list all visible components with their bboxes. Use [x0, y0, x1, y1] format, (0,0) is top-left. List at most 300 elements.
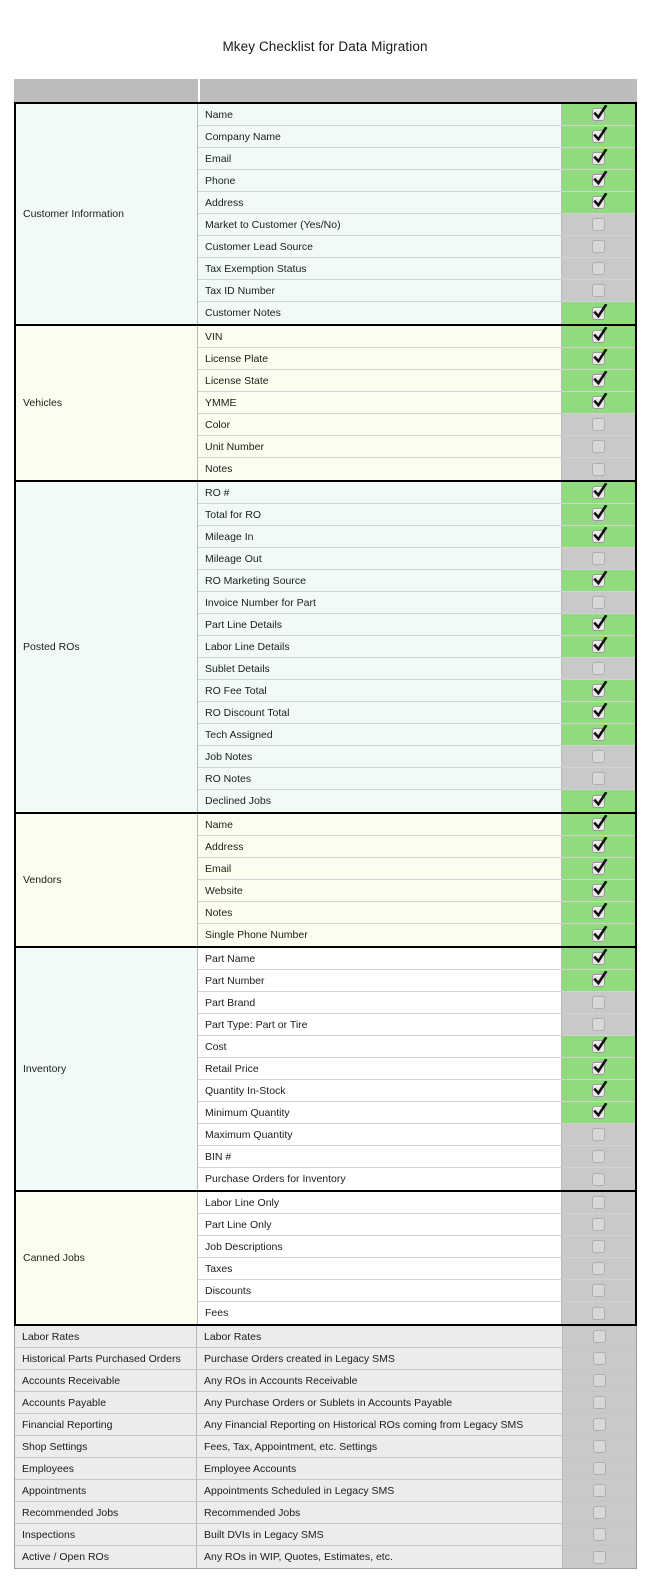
table-row: [198, 724, 635, 746]
item-checkbox-cell[interactable]: [561, 1058, 635, 1079]
row-category: Recommended Jobs: [15, 1502, 197, 1523]
item-checkbox-cell[interactable]: [561, 526, 635, 547]
checkbox-unchecked-icon[interactable]: [592, 552, 605, 565]
item-label: RO Discount Total: [198, 702, 561, 723]
item-checkbox-cell[interactable]: [561, 970, 635, 991]
table-row: [198, 1236, 635, 1258]
table-row: [198, 790, 635, 812]
table-row: [198, 592, 635, 614]
table-row: [198, 126, 635, 148]
row-category: Accounts Receivable: [15, 1370, 197, 1391]
checkbox-checked-icon[interactable]: [592, 1106, 605, 1119]
checkbox-unchecked-icon[interactable]: [592, 1150, 605, 1163]
checkbox-unchecked-icon[interactable]: [592, 596, 605, 609]
table-row: [198, 858, 635, 880]
table-row: [198, 392, 635, 414]
item-checkbox-cell[interactable]: [562, 1392, 636, 1413]
checkbox-checked-icon[interactable]: [592, 618, 605, 631]
table-row: [198, 924, 635, 946]
row-description: Purchase Orders created in Legacy SMS: [204, 1352, 395, 1365]
checklist-group: [16, 948, 635, 1192]
table-row: [198, 1258, 635, 1280]
checkbox-checked-icon[interactable]: [592, 486, 605, 499]
table-row: [198, 1036, 635, 1058]
checkbox-unchecked-icon[interactable]: [593, 1330, 606, 1343]
checkbox-unchecked-icon[interactable]: [592, 1173, 605, 1186]
table-row: [198, 880, 635, 902]
checkbox-unchecked-icon[interactable]: [592, 218, 605, 231]
item-checkbox-cell[interactable]: [561, 768, 635, 789]
item-label: Job Notes: [198, 746, 561, 767]
checkbox-unchecked-icon[interactable]: [592, 284, 605, 297]
item-label: Phone: [198, 170, 561, 191]
table-row: [198, 1124, 635, 1146]
item-checkbox-cell[interactable]: [561, 104, 635, 125]
table-row: [198, 148, 635, 170]
row-description: Labor Rates: [204, 1330, 262, 1343]
table-row: [198, 570, 635, 592]
item-checkbox-cell[interactable]: [561, 436, 635, 457]
checkbox-checked-icon[interactable]: [592, 508, 605, 521]
item-checkbox-cell[interactable]: [562, 1524, 636, 1545]
table-row: [15, 1458, 636, 1480]
checkbox-unchecked-icon[interactable]: [592, 662, 605, 675]
header-cell-check: [560, 79, 637, 102]
item-checkbox-cell[interactable]: [561, 302, 635, 324]
table-row: [198, 548, 635, 570]
checklist-group: [16, 482, 635, 814]
row-category: Accounts Payable: [15, 1392, 197, 1413]
item-checkbox-cell[interactable]: [561, 392, 635, 413]
item-label: Sublet Details: [198, 658, 561, 679]
item-checkbox-cell[interactable]: [561, 236, 635, 257]
item-checkbox-cell[interactable]: [561, 858, 635, 879]
item-label: Purchase Orders for Inventory: [198, 1168, 561, 1190]
table-row: [198, 302, 635, 324]
item-checkbox-cell[interactable]: [561, 902, 635, 923]
item-checkbox-cell[interactable]: [561, 746, 635, 767]
checkbox-checked-icon[interactable]: [592, 130, 605, 143]
item-checkbox-cell[interactable]: [562, 1414, 636, 1435]
checkbox-checked-icon[interactable]: [592, 174, 605, 187]
item-label: Fees: [198, 1302, 561, 1324]
item-label: YMME: [198, 392, 561, 413]
item-checkbox-cell[interactable]: [561, 1192, 635, 1213]
table-row: [198, 236, 635, 258]
group-label: Inventory: [16, 948, 198, 1190]
item-label: Maximum Quantity: [198, 1124, 561, 1145]
table-row: [15, 1546, 636, 1568]
item-checkbox-cell[interactable]: [561, 924, 635, 946]
item-label: Notes: [198, 458, 561, 480]
table-row: [198, 348, 635, 370]
table-row: [198, 1102, 635, 1124]
checkbox-checked-icon[interactable]: [592, 374, 605, 387]
item-label: Customer Lead Source: [198, 236, 561, 257]
item-label: Invoice Number for Part: [198, 592, 561, 613]
group-label: Customer Information: [16, 104, 198, 324]
group-label: Vendors: [16, 814, 198, 946]
item-label: Cost: [198, 1036, 561, 1057]
checkbox-unchecked-icon[interactable]: [592, 1018, 605, 1031]
item-checkbox-cell[interactable]: [561, 348, 635, 369]
checkbox-checked-icon[interactable]: [592, 530, 605, 543]
checkbox-unchecked-icon[interactable]: [592, 1218, 605, 1231]
table-row: [15, 1436, 636, 1458]
item-checkbox-cell[interactable]: [561, 414, 635, 435]
table-row: [198, 746, 635, 768]
item-checkbox-cell[interactable]: [561, 1102, 635, 1123]
table-row: [198, 504, 635, 526]
checkbox-unchecked-icon[interactable]: [592, 1128, 605, 1141]
checkbox-checked-icon[interactable]: [592, 884, 605, 897]
checkbox-checked-icon[interactable]: [592, 952, 605, 965]
table-row: [198, 658, 635, 680]
checkbox-unchecked-icon[interactable]: [592, 418, 605, 431]
group-label: Canned Jobs: [16, 1192, 198, 1324]
item-checkbox-cell[interactable]: [562, 1436, 636, 1457]
item-label: Address: [198, 836, 561, 857]
checkbox-checked-icon[interactable]: [592, 1040, 605, 1053]
item-label: License State: [198, 370, 561, 391]
item-checkbox-cell[interactable]: [562, 1348, 636, 1369]
item-label: Quantity In-Stock: [198, 1080, 561, 1101]
item-label: Part Line Only: [198, 1214, 561, 1235]
checkbox-unchecked-icon[interactable]: [593, 1440, 606, 1453]
item-label: Part Number: [198, 970, 561, 991]
item-checkbox-cell[interactable]: [561, 724, 635, 745]
item-checkbox-cell[interactable]: [561, 482, 635, 503]
row-category: Financial Reporting: [15, 1414, 197, 1435]
table-row: [198, 170, 635, 192]
group-rows: [198, 326, 635, 480]
table-row: [198, 326, 635, 348]
item-label: Email: [198, 858, 561, 879]
table-row: [198, 970, 635, 992]
checkbox-checked-icon[interactable]: [592, 1062, 605, 1075]
checkbox-unchecked-icon[interactable]: [593, 1528, 606, 1541]
checkbox-checked-icon[interactable]: [592, 862, 605, 875]
item-label: Single Phone Number: [198, 924, 561, 946]
item-checkbox-cell[interactable]: [561, 836, 635, 857]
grouped-checklist-table: [14, 102, 637, 1326]
checkbox-checked-icon[interactable]: [592, 906, 605, 919]
checkbox-checked-icon[interactable]: [592, 196, 605, 209]
table-row: [198, 636, 635, 658]
item-label: Name: [198, 814, 561, 835]
item-checkbox-cell[interactable]: [561, 458, 635, 480]
table-row: [198, 836, 635, 858]
item-label: Total for RO: [198, 504, 561, 525]
item-checkbox-cell[interactable]: [561, 880, 635, 901]
item-checkbox-cell[interactable]: [561, 548, 635, 569]
item-label: Declined Jobs: [198, 790, 561, 812]
item-label: Part Name: [198, 948, 561, 969]
item-label: Labor Line Details: [198, 636, 561, 657]
table-row: [198, 414, 635, 436]
item-label: VIN: [198, 326, 561, 347]
table-row: [198, 1214, 635, 1236]
table-row: [198, 1168, 635, 1190]
table-row: [15, 1326, 636, 1348]
item-checkbox-cell[interactable]: [562, 1480, 636, 1501]
table-row: [198, 992, 635, 1014]
checkbox-checked-icon[interactable]: [592, 108, 605, 121]
item-label: BIN #: [198, 1146, 561, 1167]
checkbox-checked-icon[interactable]: [592, 929, 605, 942]
table-row: [198, 104, 635, 126]
item-checkbox-cell[interactable]: [561, 1014, 635, 1035]
row-category: Shop Settings: [15, 1436, 197, 1457]
table-row: [198, 1302, 635, 1324]
item-checkbox-cell[interactable]: [561, 192, 635, 213]
checkbox-checked-icon[interactable]: [592, 574, 605, 587]
checkbox-unchecked-icon[interactable]: [593, 1484, 606, 1497]
table-row: [198, 258, 635, 280]
checklist-group: [16, 814, 635, 948]
table-row: [198, 214, 635, 236]
checkbox-checked-icon[interactable]: [592, 330, 605, 343]
table-header-band: [14, 79, 637, 102]
row-description: Employee Accounts: [204, 1462, 297, 1475]
item-label: License Plate: [198, 348, 561, 369]
row-description: Appointments Scheduled in Legacy SMS: [204, 1484, 395, 1497]
checkbox-checked-icon[interactable]: [592, 840, 605, 853]
item-checkbox-cell[interactable]: [561, 1080, 635, 1101]
row-category: Appointments: [15, 1480, 197, 1501]
checkbox-unchecked-icon[interactable]: [592, 996, 605, 1009]
checkbox-unchecked-icon[interactable]: [593, 1352, 606, 1365]
item-checkbox-cell[interactable]: [562, 1546, 636, 1568]
table-row: [198, 680, 635, 702]
checkbox-unchecked-icon[interactable]: [592, 463, 605, 476]
item-label: Tech Assigned: [198, 724, 561, 745]
item-label: Address: [198, 192, 561, 213]
checkbox-unchecked-icon[interactable]: [592, 772, 605, 785]
table-row: [198, 614, 635, 636]
table-row: [198, 902, 635, 924]
item-label: RO #: [198, 482, 561, 503]
item-label: Customer Notes: [198, 302, 561, 324]
row-description: Fees, Tax, Appointment, etc. Settings: [204, 1440, 378, 1453]
checkbox-checked-icon[interactable]: [592, 818, 605, 831]
checkbox-checked-icon[interactable]: [592, 640, 605, 653]
table-row: [198, 768, 635, 790]
group-rows: [198, 1192, 635, 1324]
table-row: [198, 1280, 635, 1302]
item-checkbox-cell[interactable]: [561, 1280, 635, 1301]
table-row: [198, 370, 635, 392]
table-row: [198, 1146, 635, 1168]
table-row: [198, 280, 635, 302]
item-label: Retail Price: [198, 1058, 561, 1079]
checkbox-unchecked-icon[interactable]: [592, 1284, 605, 1297]
row-description: Recommended Jobs: [204, 1506, 301, 1519]
checkbox-checked-icon[interactable]: [592, 307, 605, 320]
checkbox-unchecked-icon[interactable]: [593, 1462, 606, 1475]
item-checkbox-cell[interactable]: [561, 680, 635, 701]
row-description: Built DVIs in Legacy SMS: [204, 1528, 324, 1541]
table-row: [15, 1524, 636, 1546]
checkbox-checked-icon[interactable]: [592, 706, 605, 719]
item-checkbox-cell[interactable]: [561, 326, 635, 347]
table-row: [198, 1014, 635, 1036]
checkbox-unchecked-icon[interactable]: [593, 1374, 606, 1387]
row-description: Any ROs in Accounts Receivable: [204, 1374, 358, 1387]
item-label: Part Brand: [198, 992, 561, 1013]
checkbox-checked-icon[interactable]: [592, 974, 605, 987]
item-checkbox-cell[interactable]: [561, 1036, 635, 1057]
item-checkbox-cell[interactable]: [562, 1458, 636, 1479]
table-row: [198, 702, 635, 724]
item-label: Website: [198, 880, 561, 901]
table-row: [15, 1480, 636, 1502]
item-label: Market to Customer (Yes/No): [198, 214, 561, 235]
table-row: [198, 526, 635, 548]
checkbox-unchecked-icon[interactable]: [592, 1307, 605, 1320]
table-row: [15, 1370, 636, 1392]
item-checkbox-cell[interactable]: [561, 258, 635, 279]
checkbox-unchecked-icon[interactable]: [593, 1551, 606, 1564]
checkbox-unchecked-icon[interactable]: [592, 240, 605, 253]
item-label: Job Descriptions: [198, 1236, 561, 1257]
checkbox-unchecked-icon[interactable]: [593, 1418, 606, 1431]
group-rows: [198, 814, 635, 946]
bottom-spacer: [0, 1569, 650, 1591]
checkbox-unchecked-icon[interactable]: [592, 262, 605, 275]
item-checkbox-cell[interactable]: [561, 814, 635, 835]
item-checkbox-cell[interactable]: [561, 214, 635, 235]
item-checkbox-cell[interactable]: [561, 1258, 635, 1279]
checklist-group: [16, 104, 635, 326]
item-checkbox-cell[interactable]: [561, 280, 635, 301]
checkbox-unchecked-icon[interactable]: [593, 1396, 606, 1409]
item-label: Part Type: Part or Tire: [198, 1014, 561, 1035]
item-label: RO Marketing Source: [198, 570, 561, 591]
row-description: Any Financial Reporting on Historical ROs coming from Legacy SMS: [204, 1418, 524, 1431]
page-title: Mkey Checklist for Data Migration: [222, 39, 428, 54]
item-label: Tax ID Number: [198, 280, 561, 301]
item-label: RO Notes: [198, 768, 561, 789]
item-label: Mileage In: [198, 526, 561, 547]
table-row: [15, 1414, 636, 1436]
item-label: Unit Number: [198, 436, 561, 457]
checkbox-checked-icon[interactable]: [592, 1084, 605, 1097]
checkbox-unchecked-icon[interactable]: [592, 1240, 605, 1253]
item-label: Email: [198, 148, 561, 169]
item-checkbox-cell[interactable]: [561, 948, 635, 969]
row-description: Any ROs in WIP, Quotes, Estimates, etc.: [204, 1551, 393, 1563]
table-row: [198, 436, 635, 458]
item-checkbox-cell[interactable]: [561, 992, 635, 1013]
item-checkbox-cell[interactable]: [561, 636, 635, 657]
item-checkbox-cell[interactable]: [561, 504, 635, 525]
table-row: [198, 814, 635, 836]
row-category: Labor Rates: [15, 1326, 197, 1347]
item-label: RO Fee Total: [198, 680, 561, 701]
checkbox-checked-icon[interactable]: [592, 684, 605, 697]
checkbox-checked-icon[interactable]: [592, 728, 605, 741]
table-row: [198, 458, 635, 480]
item-checkbox-cell[interactable]: [562, 1326, 636, 1347]
item-label: Taxes: [198, 1258, 561, 1279]
row-category: Employees: [15, 1458, 197, 1479]
checklist-group: [16, 1192, 635, 1326]
item-checkbox-cell[interactable]: [561, 702, 635, 723]
checkbox-unchecked-icon[interactable]: [593, 1506, 606, 1519]
item-label: Color: [198, 414, 561, 435]
checkbox-unchecked-icon[interactable]: [592, 1196, 605, 1209]
item-checkbox-cell[interactable]: [561, 658, 635, 679]
item-checkbox-cell[interactable]: [561, 1124, 635, 1145]
checkbox-checked-icon[interactable]: [592, 352, 605, 365]
group-rows: [198, 482, 635, 812]
row-category: Historical Parts Purchased Orders: [15, 1348, 197, 1369]
item-checkbox-cell[interactable]: [561, 148, 635, 169]
header-cell-item: [200, 79, 560, 102]
item-checkbox-cell[interactable]: [561, 126, 635, 147]
header-cell-category: [14, 79, 198, 102]
item-label: Mileage Out: [198, 548, 561, 569]
group-label: Posted ROs: [16, 482, 198, 812]
item-checkbox-cell[interactable]: [561, 570, 635, 591]
row-category: Inspections: [15, 1524, 197, 1545]
table-row: [198, 1058, 635, 1080]
item-label: Notes: [198, 902, 561, 923]
item-checkbox-cell[interactable]: [561, 1146, 635, 1167]
group-label: Vehicles: [16, 326, 198, 480]
group-rows: [198, 104, 635, 324]
item-checkbox-cell[interactable]: [561, 1168, 635, 1190]
table-row: [198, 1192, 635, 1214]
item-label: Company Name: [198, 126, 561, 147]
item-checkbox-cell[interactable]: [561, 370, 635, 391]
flat-checklist-table: [14, 1326, 637, 1569]
table-row: [198, 948, 635, 970]
item-label: Part Line Details: [198, 614, 561, 635]
item-checkbox-cell[interactable]: [562, 1502, 636, 1523]
checkbox-checked-icon[interactable]: [592, 396, 605, 409]
item-checkbox-cell[interactable]: [561, 1302, 635, 1324]
table-row: [198, 1080, 635, 1102]
checklist-group: [16, 326, 635, 482]
item-checkbox-cell[interactable]: [561, 592, 635, 613]
row-description: Any Purchase Orders or Sublets in Accounts Payable: [204, 1396, 453, 1409]
item-checkbox-cell[interactable]: [561, 614, 635, 635]
item-checkbox-cell[interactable]: [561, 1214, 635, 1235]
checkbox-unchecked-icon[interactable]: [592, 750, 605, 763]
item-label: Discounts: [198, 1280, 561, 1301]
checkbox-checked-icon[interactable]: [592, 152, 605, 165]
item-checkbox-cell[interactable]: [561, 170, 635, 191]
item-checkbox-cell[interactable]: [562, 1370, 636, 1391]
item-label: Name: [198, 104, 561, 125]
table-row: [15, 1502, 636, 1524]
checkbox-checked-icon[interactable]: [592, 795, 605, 808]
table-row: [198, 192, 635, 214]
group-rows: [198, 948, 635, 1190]
table-row: [15, 1392, 636, 1414]
checkbox-unchecked-icon[interactable]: [592, 440, 605, 453]
row-category: Active / Open ROs: [15, 1546, 197, 1568]
table-row: [198, 482, 635, 504]
item-label: Tax Exemption Status: [198, 258, 561, 279]
item-label: Labor Line Only: [198, 1192, 561, 1213]
item-checkbox-cell[interactable]: [561, 1236, 635, 1257]
table-row: [15, 1348, 636, 1370]
item-checkbox-cell[interactable]: [561, 790, 635, 812]
checkbox-unchecked-icon[interactable]: [592, 1262, 605, 1275]
